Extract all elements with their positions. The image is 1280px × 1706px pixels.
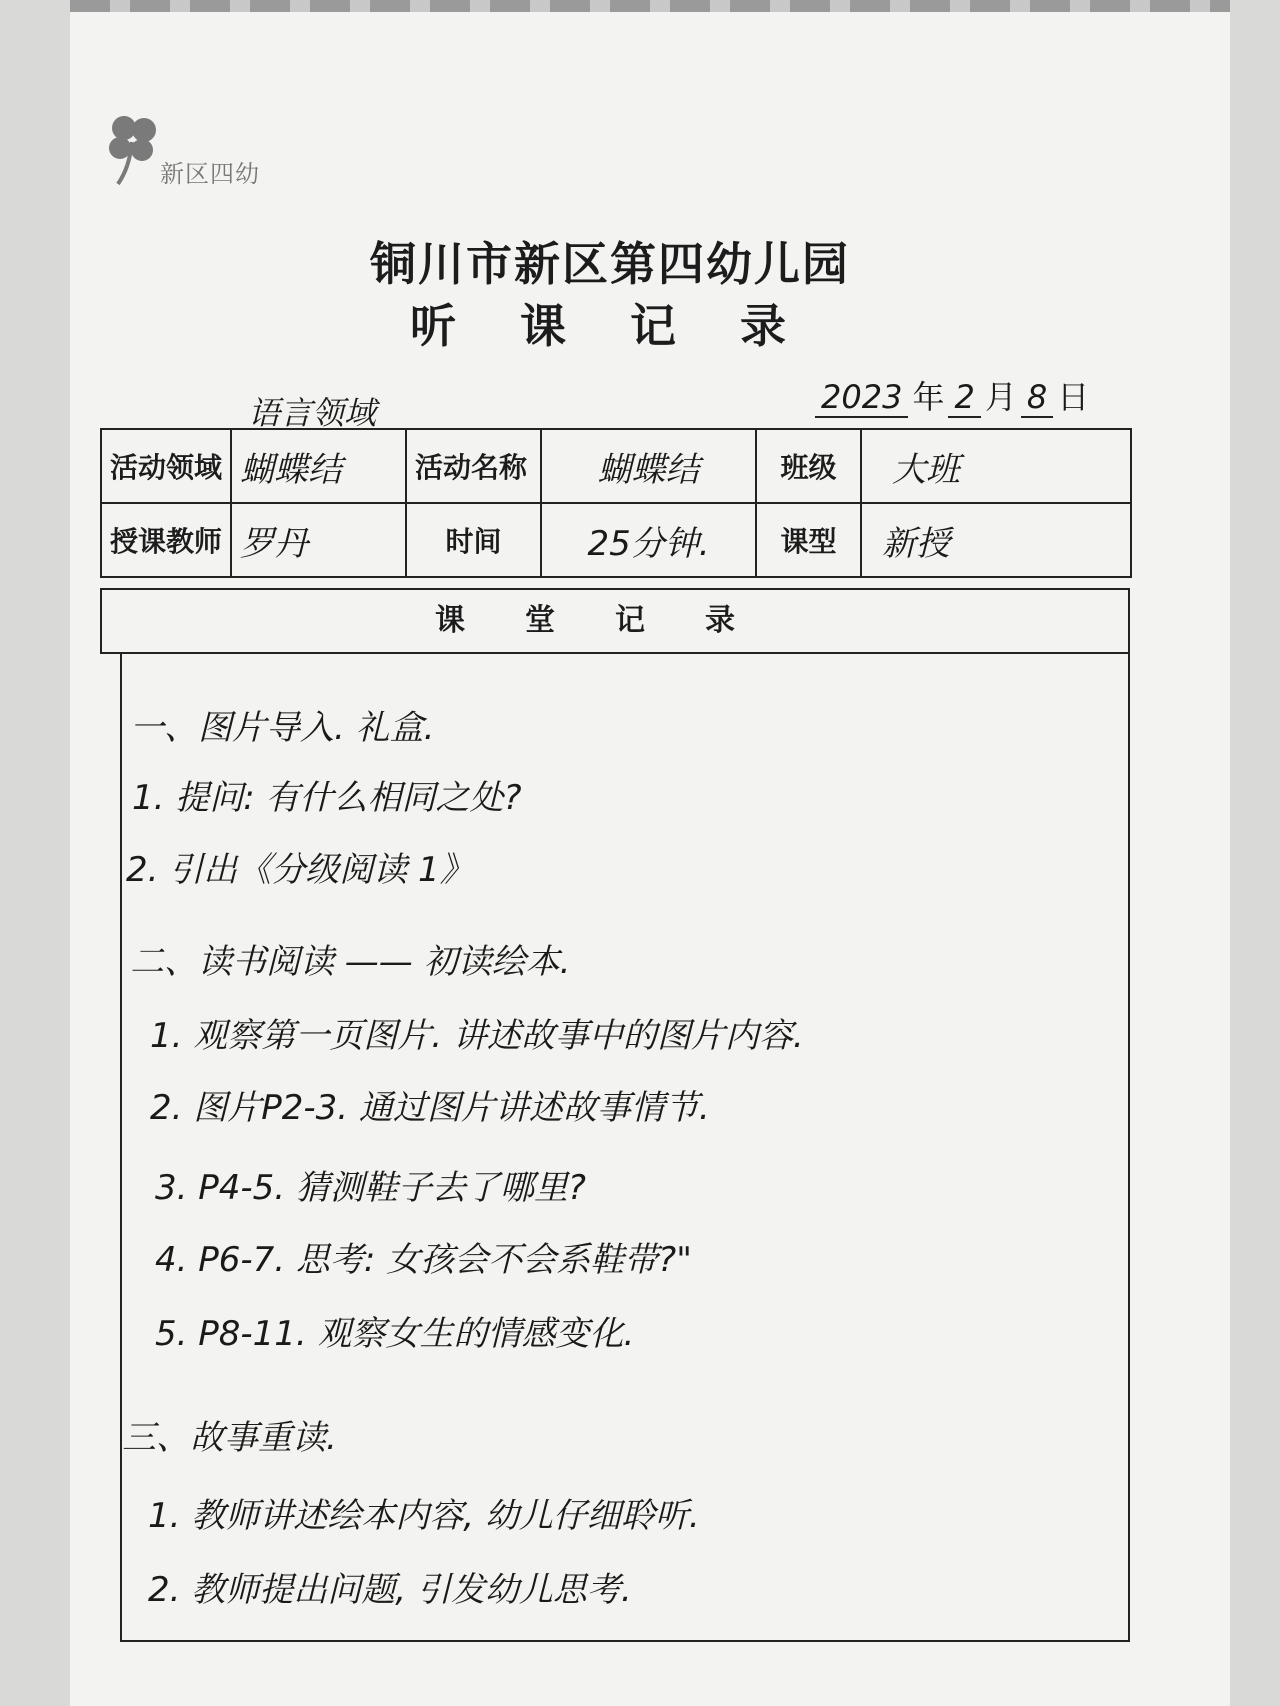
- class-value: 大班: [861, 429, 1131, 503]
- month-label: 月: [984, 378, 1017, 416]
- record-section-title: 课堂记录: [100, 588, 1130, 654]
- document-title: 听 课 记 录: [409, 299, 811, 353]
- day-label: 日: [1057, 378, 1090, 416]
- info-row-2: [101, 503, 1131, 577]
- info-table: [100, 428, 1132, 578]
- lesson-type-value: 新授: [861, 503, 1131, 577]
- info-row-1: [101, 429, 1131, 503]
- record-line: 1. 教师讲述绘本内容, 幼儿仔细聆听.: [148, 1496, 700, 1536]
- school-name: 铜川市新区第四幼儿园: [370, 237, 850, 291]
- lesson-type-label: 课型: [756, 503, 861, 577]
- domain-label: 活动领域: [101, 429, 231, 503]
- date-month: 2: [948, 378, 980, 418]
- record-line: 1. 提问: 有什么相同之处?: [132, 778, 522, 818]
- date-field: [815, 372, 1093, 418]
- domain-value: 蝴蝶结: [231, 429, 406, 503]
- logo-text: 新区四幼: [160, 160, 260, 188]
- time-label: 时间: [406, 503, 541, 577]
- school-logo: [100, 110, 320, 200]
- year-label: 年: [912, 378, 945, 416]
- record-line: 一、图片导入. 礼盒.: [130, 708, 435, 748]
- record-line: 1. 观察第一页图片. 讲述故事中的图片内容.: [150, 1016, 804, 1056]
- teacher-value: 罗丹: [231, 503, 406, 577]
- activity-name-label: 活动名称: [406, 429, 541, 503]
- record-line: 5. P8-11. 观察女生的情感变化.: [155, 1314, 635, 1354]
- record-line: 二、读书阅读 —— 初读绘本.: [130, 942, 571, 982]
- record-line: 2. 图片P2-3. 通过图片讲述故事情节.: [150, 1088, 710, 1128]
- date-year: 2023: [815, 378, 908, 418]
- record-line: 4. P6-7. 思考: 女孩会不会系鞋带?": [155, 1240, 692, 1280]
- class-label: 班级: [756, 429, 861, 503]
- record-line: 3. P4-5. 猜测鞋子去了哪里?: [155, 1168, 586, 1208]
- record-line: 三、故事重读.: [122, 1418, 337, 1458]
- date-day: 8: [1021, 378, 1053, 418]
- record-line: 2. 教师提出问题, 引发幼儿思考.: [148, 1570, 632, 1610]
- time-value: 25分钟.: [541, 503, 756, 577]
- record-line: 2. 引出《分级阅读 1》: [126, 850, 474, 890]
- handwritten-annotation: 语言领域: [248, 394, 377, 432]
- activity-name-value: 蝴蝶结: [541, 429, 756, 503]
- teacher-label: 授课教师: [101, 503, 231, 577]
